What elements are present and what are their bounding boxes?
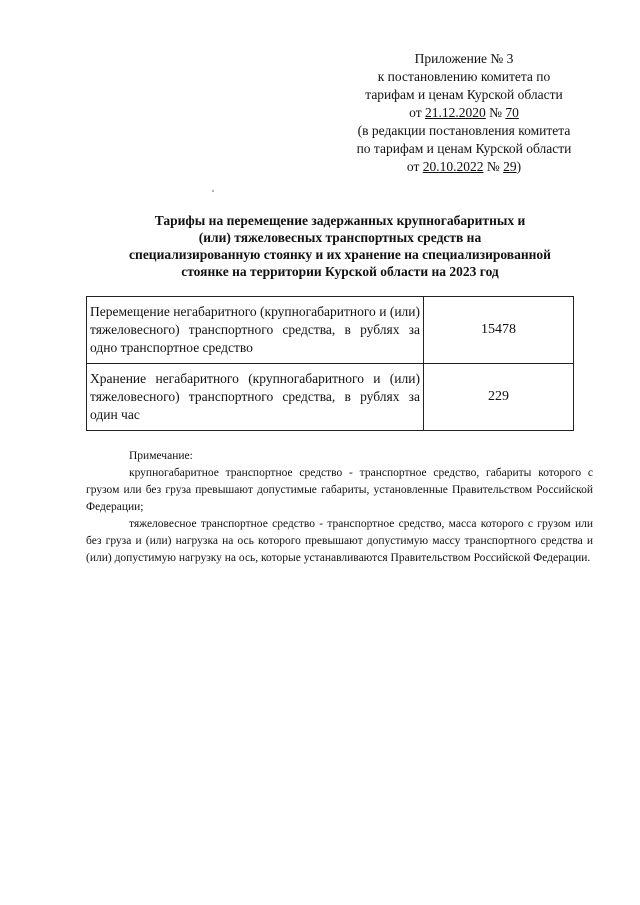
decree-date: 21.12.2020	[424, 105, 486, 120]
note-heading: Примечание:	[129, 450, 193, 462]
row-value: 229	[424, 364, 574, 431]
text-close-paren: )	[516, 159, 522, 174]
title-line-3: специализированную стоянку и их хранение на специализированной	[129, 247, 551, 262]
appendix-revision-ref	[334, 158, 594, 176]
text-from: от	[409, 105, 425, 120]
revision-number: 29	[503, 159, 517, 174]
appendix-line-2: к постановлению комитета по	[377, 69, 551, 84]
text-number-sign: №	[485, 105, 506, 120]
appendix-line-6: по тарифам и ценам Курской области	[356, 141, 572, 156]
title-line-2: (или) тяжеловесных транспортных средств на	[198, 230, 482, 245]
page-title	[100, 212, 580, 280]
appendix-decree-ref	[334, 104, 594, 122]
decree-number: 70	[505, 105, 519, 120]
text-number-sign: №	[483, 159, 504, 174]
table-row	[87, 364, 574, 431]
appendix-line-5: (в редакции постановления комитета	[357, 123, 571, 138]
tariffs-table	[86, 296, 574, 431]
appendix-number: Приложение № 3	[414, 51, 514, 66]
row-description: Перемещение негабаритного (крупногабаритного и (или) тяжеловесного) транспортного средства, в рублях за одно транспортное средство	[87, 297, 424, 364]
row-value: 15478	[424, 297, 574, 364]
table-row	[87, 297, 574, 364]
note-paragraph-1: крупногабаритное транспортное средство - транспортное средство, габариты которого с грузом или без груза превышают допустимые габариты, установленные Правительством Российской Федерации;	[86, 467, 593, 513]
text-from: от	[406, 159, 423, 174]
note-paragraph-2: тяжеловесное транспортное средство - транспортное средство, масса которого с грузом или без груза и (или) нагрузка на ось которого превышают допустимую массу транспортного средства и (или) допустимую нагрузку на ось, которые устанавливаются Правительством Российской Федерации.	[86, 518, 593, 564]
appendix-line-3: тарифам и ценам Курской области	[365, 87, 563, 102]
row-description: Хранение негабаритного (крупногабаритного и (или) тяжеловесного) транспортного средства, в рублях за один час	[87, 364, 424, 431]
title-line-4: стоянке на территории Курской области на 2023 год	[181, 264, 499, 279]
revision-date: 20.10.2022	[422, 159, 484, 174]
title-line-1: Тарифы на перемещение задержанных крупногабаритных и	[154, 213, 526, 228]
appendix-block	[334, 50, 594, 176]
scan-speck	[212, 190, 214, 192]
note-block	[86, 448, 593, 567]
